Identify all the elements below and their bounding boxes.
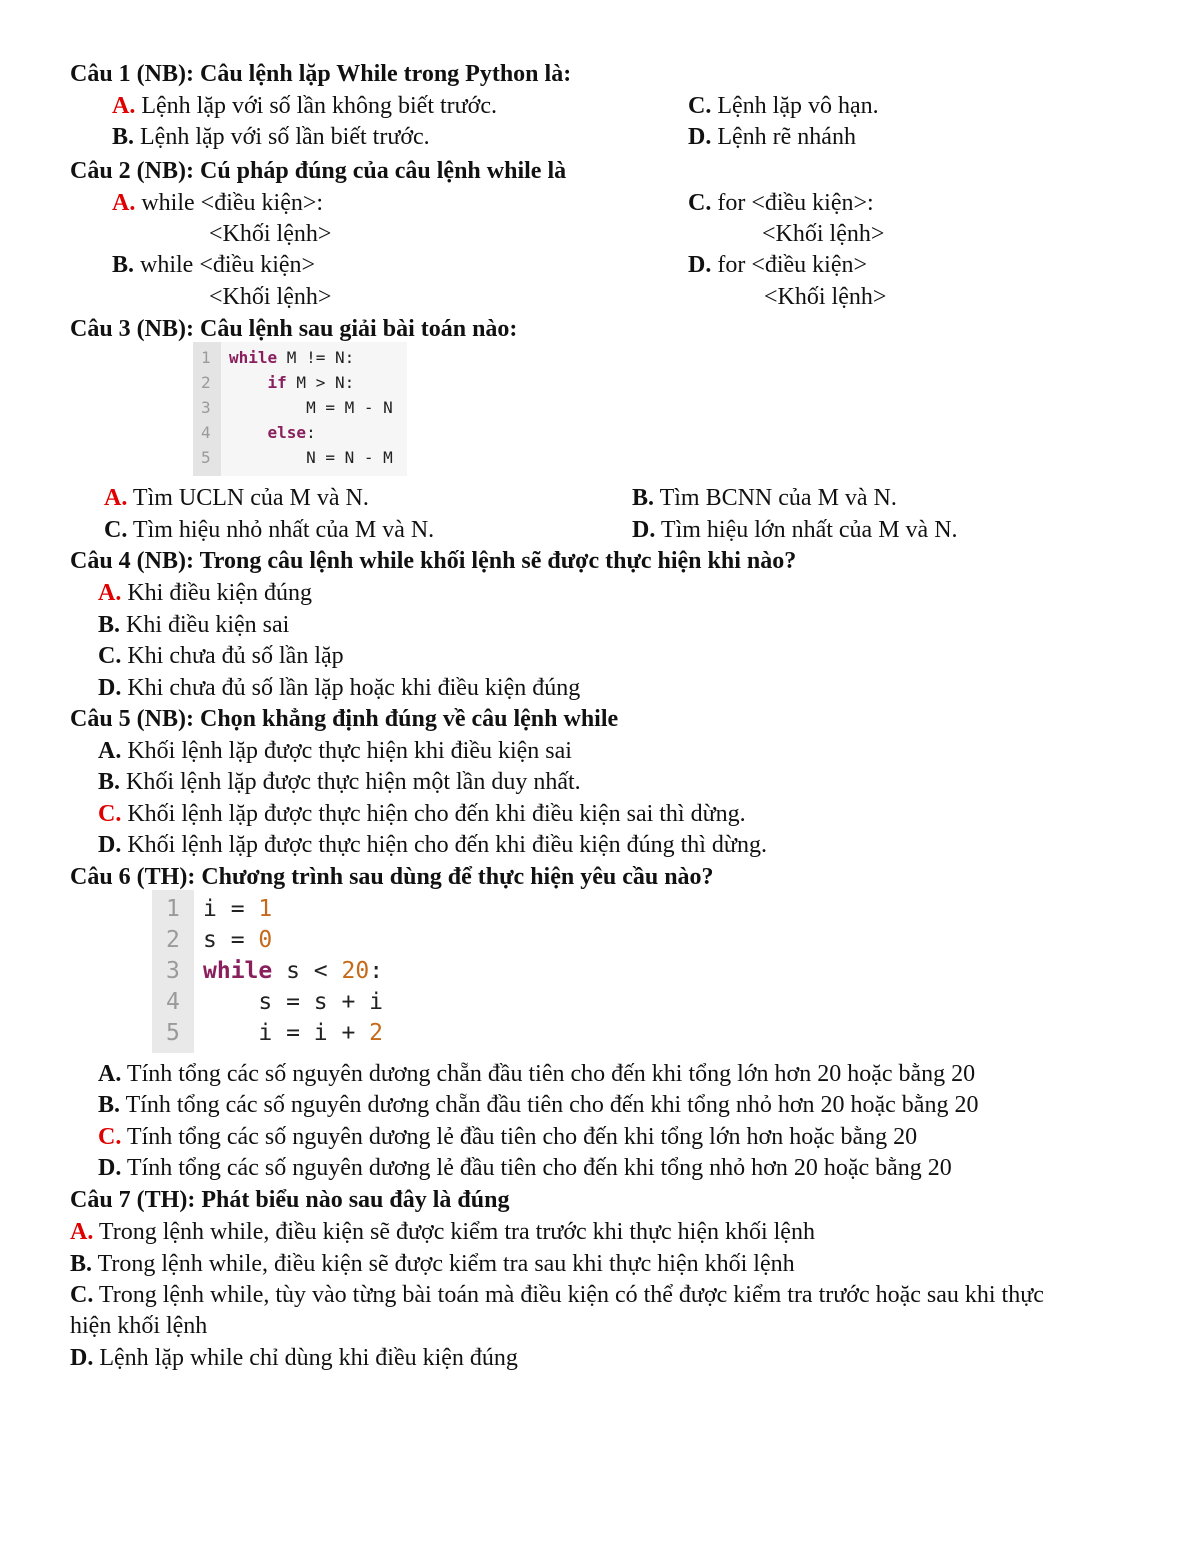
question-text: Trong câu lệnh while khối lệnh sẽ được thực hiện khi nào? (194, 548, 797, 574)
question-1-title (70, 62, 571, 86)
q6-option-b: B. Tính tổng các số nguyên dương chẵn đầu tiên cho đến khi tổng nhỏ hơn 20 hoặc bằng 20 (98, 1092, 979, 1118)
q2-option-c-block: <Khối lệnh> (762, 221, 885, 247)
question-3-title (70, 317, 517, 341)
code-line: N = N - M (229, 448, 393, 467)
question-text: Câu lệnh lặp While trong Python là: (194, 61, 572, 87)
line-number: 2 (166, 927, 180, 953)
code-line: i = i + 2 (203, 1020, 384, 1046)
line-number: 5 (201, 448, 211, 467)
q1-option-a: A. Lệnh lặp với số lần không biết trước. (112, 93, 497, 119)
q2-option-b-block: <Khối lệnh> (209, 284, 332, 310)
question-text: Câu lệnh sau giải bài toán nào: (194, 316, 518, 342)
q3-option-b: B. Tìm BCNN của M và N. (632, 485, 897, 511)
q1-option-d: D. Lệnh rẽ nhánh (688, 124, 856, 150)
q7-option-b: B. Trong lệnh while, điều kiện sẽ được kiểm tra sau khi thực hiện khối lệnh (70, 1251, 795, 1277)
q7-option-a: A. Trong lệnh while, điều kiện sẽ được kiểm tra trước khi thực hiện khối lệnh (70, 1219, 815, 1245)
question-6-title (70, 865, 714, 889)
question-number: Câu 6 (TH): (70, 864, 196, 890)
question-number: Câu 5 (NB): (70, 706, 194, 732)
q2-option-a-block: <Khối lệnh> (209, 221, 332, 247)
question-text: Chương trình sau dùng để thực hiện yêu cầu nào? (195, 864, 714, 890)
code-line: M = M - N (229, 398, 393, 417)
line-number: 4 (166, 989, 180, 1015)
line-number: 1 (201, 348, 211, 367)
line-number: 2 (201, 373, 211, 392)
q2-option-b: B. while <điều kiện> (112, 252, 316, 278)
question-number: Câu 4 (NB): (70, 548, 194, 574)
q4-option-a: A. Khi điều kiện đúng (98, 580, 312, 606)
code-line: else: (267, 423, 316, 442)
code-line: i = 1 (203, 896, 273, 922)
question-number: Câu 2 (NB): (70, 158, 194, 184)
q7-option-d: D. Lệnh lặp while chỉ dùng khi điều kiện đúng (70, 1345, 518, 1371)
q6-option-c: C. Tính tổng các số nguyên dương lẻ đầu tiên cho đến khi tổng lớn hơn hoặc bằng 20 (98, 1124, 918, 1150)
q3-option-a: A. Tìm UCLN của M và N. (104, 485, 369, 511)
question-7-title (70, 1188, 509, 1212)
line-number: 1 (166, 896, 180, 922)
q4-option-c: C. Khi chưa đủ số lần lặp (98, 643, 344, 669)
q2-option-c: C. for <điều kiện>: (688, 190, 874, 216)
q5-option-a: A. Khối lệnh lặp được thực hiện khi điều kiện sai (98, 738, 572, 764)
q6-option-d: D. Tính tổng các số nguyên dương lẻ đầu tiên cho đến khi tổng nhỏ hơn 20 hoặc bằng 20 (98, 1155, 952, 1181)
question-number: Câu 7 (TH): (70, 1187, 196, 1213)
q4-option-b: B. Khi điều kiện sai (98, 612, 290, 638)
q1-option-b: B. Lệnh lặp với số lần biết trước. (112, 124, 430, 150)
code-line: while s < 20: (203, 958, 384, 984)
question-2-title (70, 159, 566, 183)
q6-option-a: A. Tính tổng các số nguyên dương chẵn đầu tiên cho đến khi tổng lớn hơn 20 hoặc bằng 20 (98, 1061, 976, 1087)
question-text: Cú pháp đúng của câu lệnh while là (194, 158, 567, 184)
code-snippet-1 (193, 342, 407, 476)
question-text: Chọn khẳng định đúng về câu lệnh while (194, 706, 619, 732)
line-number: 3 (201, 398, 211, 417)
code-line: s = s + i (203, 989, 384, 1015)
line-number: 3 (166, 958, 180, 984)
question-5-title (70, 707, 618, 731)
line-number: 5 (166, 1020, 180, 1046)
question-4-title (70, 549, 796, 573)
q3-option-d: D. Tìm hiệu lớn nhất của M và N. (632, 517, 958, 543)
question-text: Phát biểu nào sau đây là đúng (195, 1187, 510, 1213)
q2-option-d-block: <Khối lệnh> (764, 284, 887, 310)
q1-option-c: C. Lệnh lặp vô hạn. (688, 93, 879, 119)
q7-option-c: C. Trong lệnh while, tùy vào từng bài toán mà điều kiện có thể được kiểm tra trước hoặc sau khi thực (70, 1282, 1044, 1308)
q4-option-d: D. Khi chưa đủ số lần lặp hoặc khi điều kiện đúng (98, 675, 581, 701)
question-number: Câu 3 (NB): (70, 316, 194, 342)
q5-option-b: B. Khối lệnh lặp được thực hiện một lần duy nhất. (98, 769, 581, 795)
code-line: while M != N: (229, 348, 355, 367)
q7-option-c-continued: hiện khối lệnh (70, 1313, 208, 1339)
q5-option-c: C. Khối lệnh lặp được thực hiện cho đến khi điều kiện sai thì dừng. (98, 801, 746, 827)
code-line: s = 0 (203, 927, 273, 953)
q5-option-d: D. Khối lệnh lặp được thực hiện cho đến khi điều kiện đúng thì dừng. (98, 832, 767, 858)
code-snippet-2 (152, 890, 410, 1053)
q2-option-a: A. while <điều kiện>: (112, 190, 324, 216)
line-number: 4 (201, 423, 211, 442)
q3-option-c: C. Tìm hiệu nhỏ nhất của M và N. (104, 517, 435, 543)
code-line: if M > N: (267, 373, 355, 392)
q2-option-d: D. for <điều kiện> (688, 252, 868, 278)
question-number: Câu 1 (NB): (70, 61, 194, 87)
